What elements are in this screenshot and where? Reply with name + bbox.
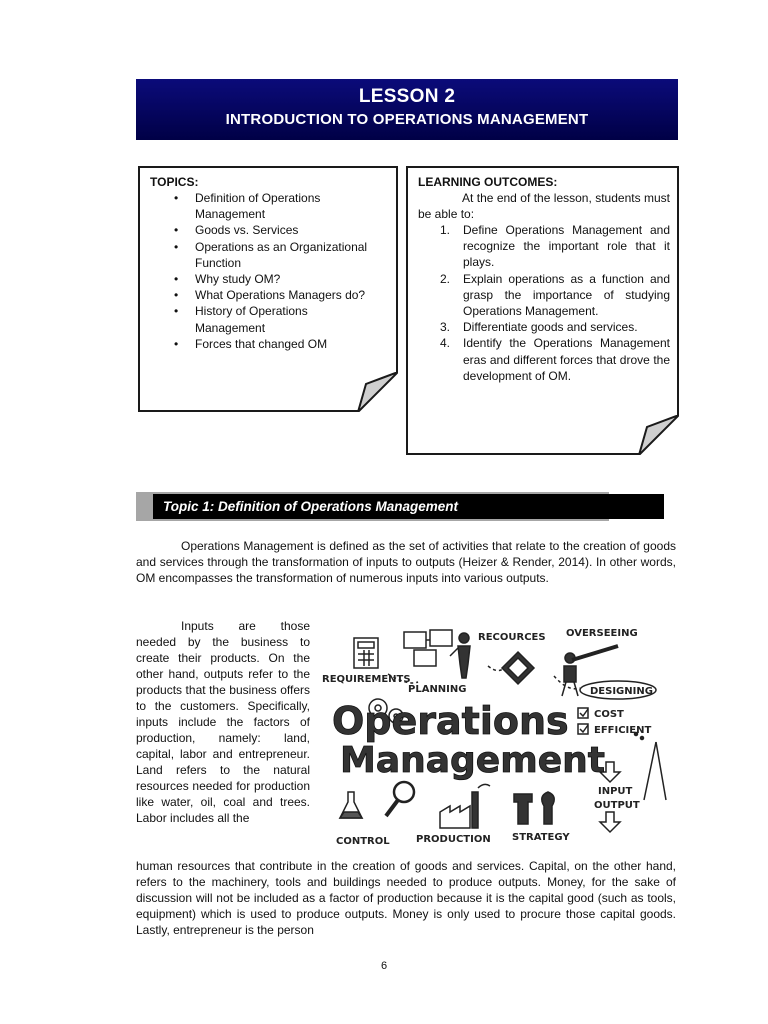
illustration-title-management: Management [340, 740, 605, 781]
label-production: PRODUCTION [416, 834, 491, 845]
operations-management-illustration [318, 616, 676, 852]
outcome-number: 3. [440, 320, 451, 335]
label-designing: DESIGNING [590, 686, 653, 697]
outcome-text: Differentiate goods and services. [463, 320, 638, 335]
topic-item: • Operations as an Organizational Function [150, 239, 380, 271]
page-number: 6 [380, 960, 388, 972]
label-requirements: REQUIREMENTS [322, 674, 411, 685]
outcome-number: 1. [440, 223, 451, 237]
page-curl-icon [352, 372, 398, 412]
topic-item: • Definition of Operations Management [150, 190, 380, 222]
section-title: Topic 1: Definition of Operations Management [153, 494, 664, 519]
outcome-item [418, 335, 670, 384]
label-planning: PLANNING [408, 684, 467, 695]
checkbox-icon [578, 708, 588, 734]
lesson-number: LESSON 2 [358, 86, 456, 107]
presenter-icon [450, 633, 470, 678]
chess-pieces-icon [514, 792, 554, 824]
illustration-title-operations: Operations [332, 699, 569, 743]
outcome-text: Identify the Operations Management eras and different forces that drove the development of OM. [463, 336, 670, 383]
topics-list [150, 190, 380, 352]
paragraph-inputs: Inputs are those needed by the business to create their products. On the other hand, outputs refer to the products that the business offers to the customers. Specifically, inputs include the factors of production, namely: land, capital, labor and entrepreneur. Land refers to the natural resources needed for production like water, oil, coal and trees. Labor includes all the [136, 619, 310, 825]
outcomes-intro: At the end of the lesson, students must be able to: [418, 191, 670, 222]
paragraph-definition: Operations Management is defined as the set of activities that relate to the creation of goods and services through the transformation of inputs to outputs (Heizer & Render, 2014). In other words, OM encompasses the transformation of numerous inputs into various outputs. [136, 539, 676, 585]
label-cost: COST [594, 709, 624, 720]
compass-icon [635, 733, 667, 801]
lesson-banner [136, 79, 678, 140]
topic-item: • Goods vs. Services [150, 222, 380, 238]
label-overseeing: OVERSEEING [566, 628, 638, 639]
topic-item: • Forces that changed OM [150, 336, 380, 352]
presentation-board-icon [404, 630, 452, 666]
outcome-item [418, 222, 670, 271]
label-efficient: EFFICIENT [594, 725, 652, 736]
topics-heading: TOPICS: [150, 175, 199, 189]
topics-box [138, 166, 398, 412]
outcome-text: Define Operations Management and recognize the important role that it plays. [463, 223, 670, 270]
outcomes-list [418, 222, 670, 384]
learning-outcomes-box [406, 166, 679, 455]
topic-item: • Why study OM? [150, 271, 380, 287]
outcomes-heading: LEARNING OUTCOMES: [418, 175, 558, 189]
calculator-icon [354, 638, 378, 668]
magnifier-icon [386, 782, 414, 816]
topic-item: • History of Operations Management [150, 303, 380, 335]
outcome-text: Explain operations as a function and grasp the importance of studying Operations Management. [463, 271, 670, 319]
label-control: CONTROL [336, 836, 390, 847]
diamond-sign-icon [502, 652, 534, 684]
section-header-bar [136, 492, 609, 521]
outcome-number: 4. [440, 336, 451, 351]
label-input: INPUT [598, 786, 633, 797]
page-curl-icon [633, 415, 679, 455]
factory-icon [440, 784, 490, 828]
outcome-item [418, 271, 670, 320]
lesson-title: INTRODUCTION TO OPERATIONS MANAGEMENT [225, 111, 589, 128]
label-output: OUTPUT [594, 800, 640, 811]
label-strategy: STRATEGY [512, 832, 570, 843]
paragraph-factors-continued: human resources that contribute in the creation of goods and services. Capital, on the other hand, refers to the machinery, tools and buildings needed to produce outputs. Money, for the sake of discussion will not be included as a factor of production because it is the capital good (such as tools, equipment) which is used to produce outputs. Money is only used to procure those capital goods. Lastly, entrepreneur is the person [136, 859, 676, 937]
topic-item: • What Operations Managers do? [150, 287, 380, 303]
label-resources: RECOURCES [478, 632, 546, 643]
outcome-number: 2. [440, 271, 451, 286]
outcome-item [418, 319, 670, 335]
flask-icon [340, 792, 362, 818]
